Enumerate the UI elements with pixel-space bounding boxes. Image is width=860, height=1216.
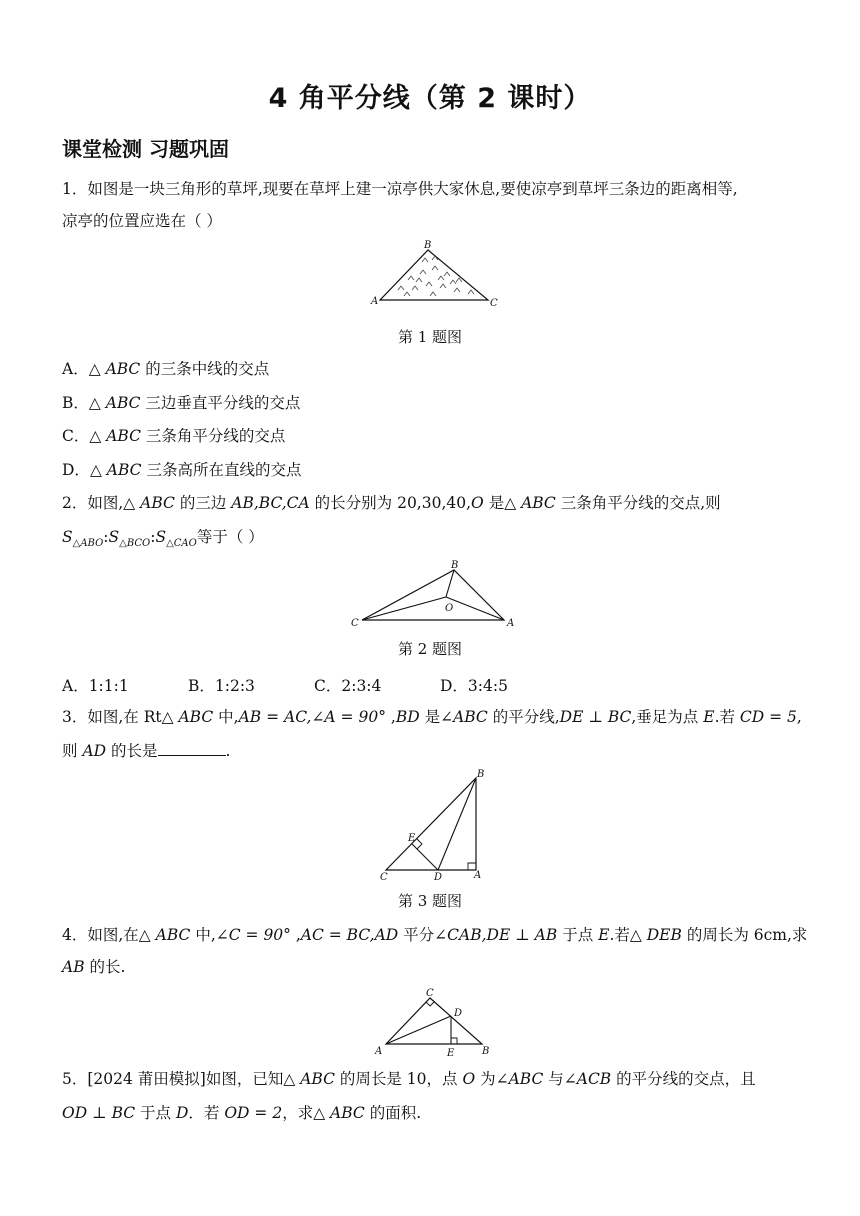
- q2-option-a: A．1:1:1: [62, 677, 129, 695]
- q1-option-a: A．△ ABC 的三条中线的交点: [62, 360, 270, 378]
- q2-text-line1: 2．如图,△ ABC 的三边 AB,BC,CA 的长分别为 20,30,40,O 是△ ABC 三条角平分线的交点,则: [62, 494, 721, 512]
- q1-option-d: D．△ ABC 三条高所在直线的交点: [62, 461, 302, 479]
- q4-figure: [372, 984, 496, 1058]
- q1-label-a: A: [371, 296, 379, 307]
- q3-label-b: B: [477, 769, 485, 780]
- q4-label-c: C: [426, 988, 434, 999]
- q3-text-line2: 则 AD 的长是 .: [62, 742, 231, 760]
- q1-option-c: C．△ ABC 三条角平分线的交点: [62, 427, 286, 445]
- q2-option-d: D．3:4:5: [440, 677, 508, 695]
- q1-label-b: B: [424, 240, 432, 251]
- q2-figure: [346, 556, 520, 630]
- q4-label-e: E: [447, 1048, 455, 1058]
- q4-text-line2: AB 的长.: [62, 958, 126, 976]
- q2-label-c: C: [351, 618, 359, 629]
- section-heading: 课堂检测 习题巩固: [62, 137, 229, 161]
- q3-text-line1: 3．如图,在 Rt△ ABC 中,AB = AC,∠A = 90° ,BD 是∠ABC 的平分线,DE ⊥ BC,垂足为点 E.若 CD = 5,: [62, 708, 802, 726]
- page-title: 4 角平分线（第 2 课时）: [268, 83, 592, 114]
- q2-label-o: O: [445, 603, 454, 614]
- q1-label-c: C: [490, 298, 498, 309]
- q4-label-d: D: [454, 1008, 463, 1019]
- q1-figure: [368, 238, 500, 310]
- q3-label-d: D: [434, 872, 443, 883]
- q4-text-line1: 4．如图,在△ ABC 中,∠C = 90° ,AC = BC,AD 平分∠CAB,DE ⊥ AB 于点 E.若△ DEB 的周长为 6cm,求: [62, 926, 808, 944]
- q1-text-line2: 凉亭的位置应选在（ ）: [62, 212, 222, 230]
- q3-label-a: A: [474, 870, 482, 881]
- q2-label-b: B: [451, 560, 459, 571]
- q5-text-line2: OD ⊥ BC 于点 D．若 OD = 2，求△ ABC 的面积.: [62, 1104, 422, 1122]
- q1-text-line1: 1．如图是一块三角形的草坪,现要在草坪上建一凉亭供大家休息,要使凉亭到草坪三条边的距离相等,: [62, 180, 738, 198]
- q3-label-c: C: [380, 872, 388, 883]
- q2-option-b: B．1:2:3: [188, 677, 255, 695]
- q2-text-line2: $S_{\triangle ABO}:S_{\triangle BCO}:S_{\triangle CAO}$等于（ ）: [62, 528, 264, 550]
- q2-caption: 第 2 题图: [397, 640, 463, 658]
- q2-label-a: A: [507, 618, 515, 629]
- q3-label-e: E: [408, 833, 416, 844]
- q1-option-b: B．△ ABC 三边垂直平分线的交点: [62, 394, 301, 412]
- q3-answer-blank: [158, 741, 226, 756]
- q3-caption: 第 3 题图: [397, 892, 463, 910]
- q1-caption: 第 1 题图: [397, 328, 463, 346]
- q2-option-c: C．2:3:4: [314, 677, 382, 695]
- q4-label-a: A: [375, 1046, 383, 1057]
- q3-figure: [376, 768, 496, 884]
- q4-label-b: B: [482, 1046, 490, 1057]
- q5-text-line1: 5．[2024 莆田模拟]如图，已知△ ABC 的周长是 10，点 O 为∠ABC 与∠ACB 的平分线的交点，且: [62, 1070, 756, 1088]
